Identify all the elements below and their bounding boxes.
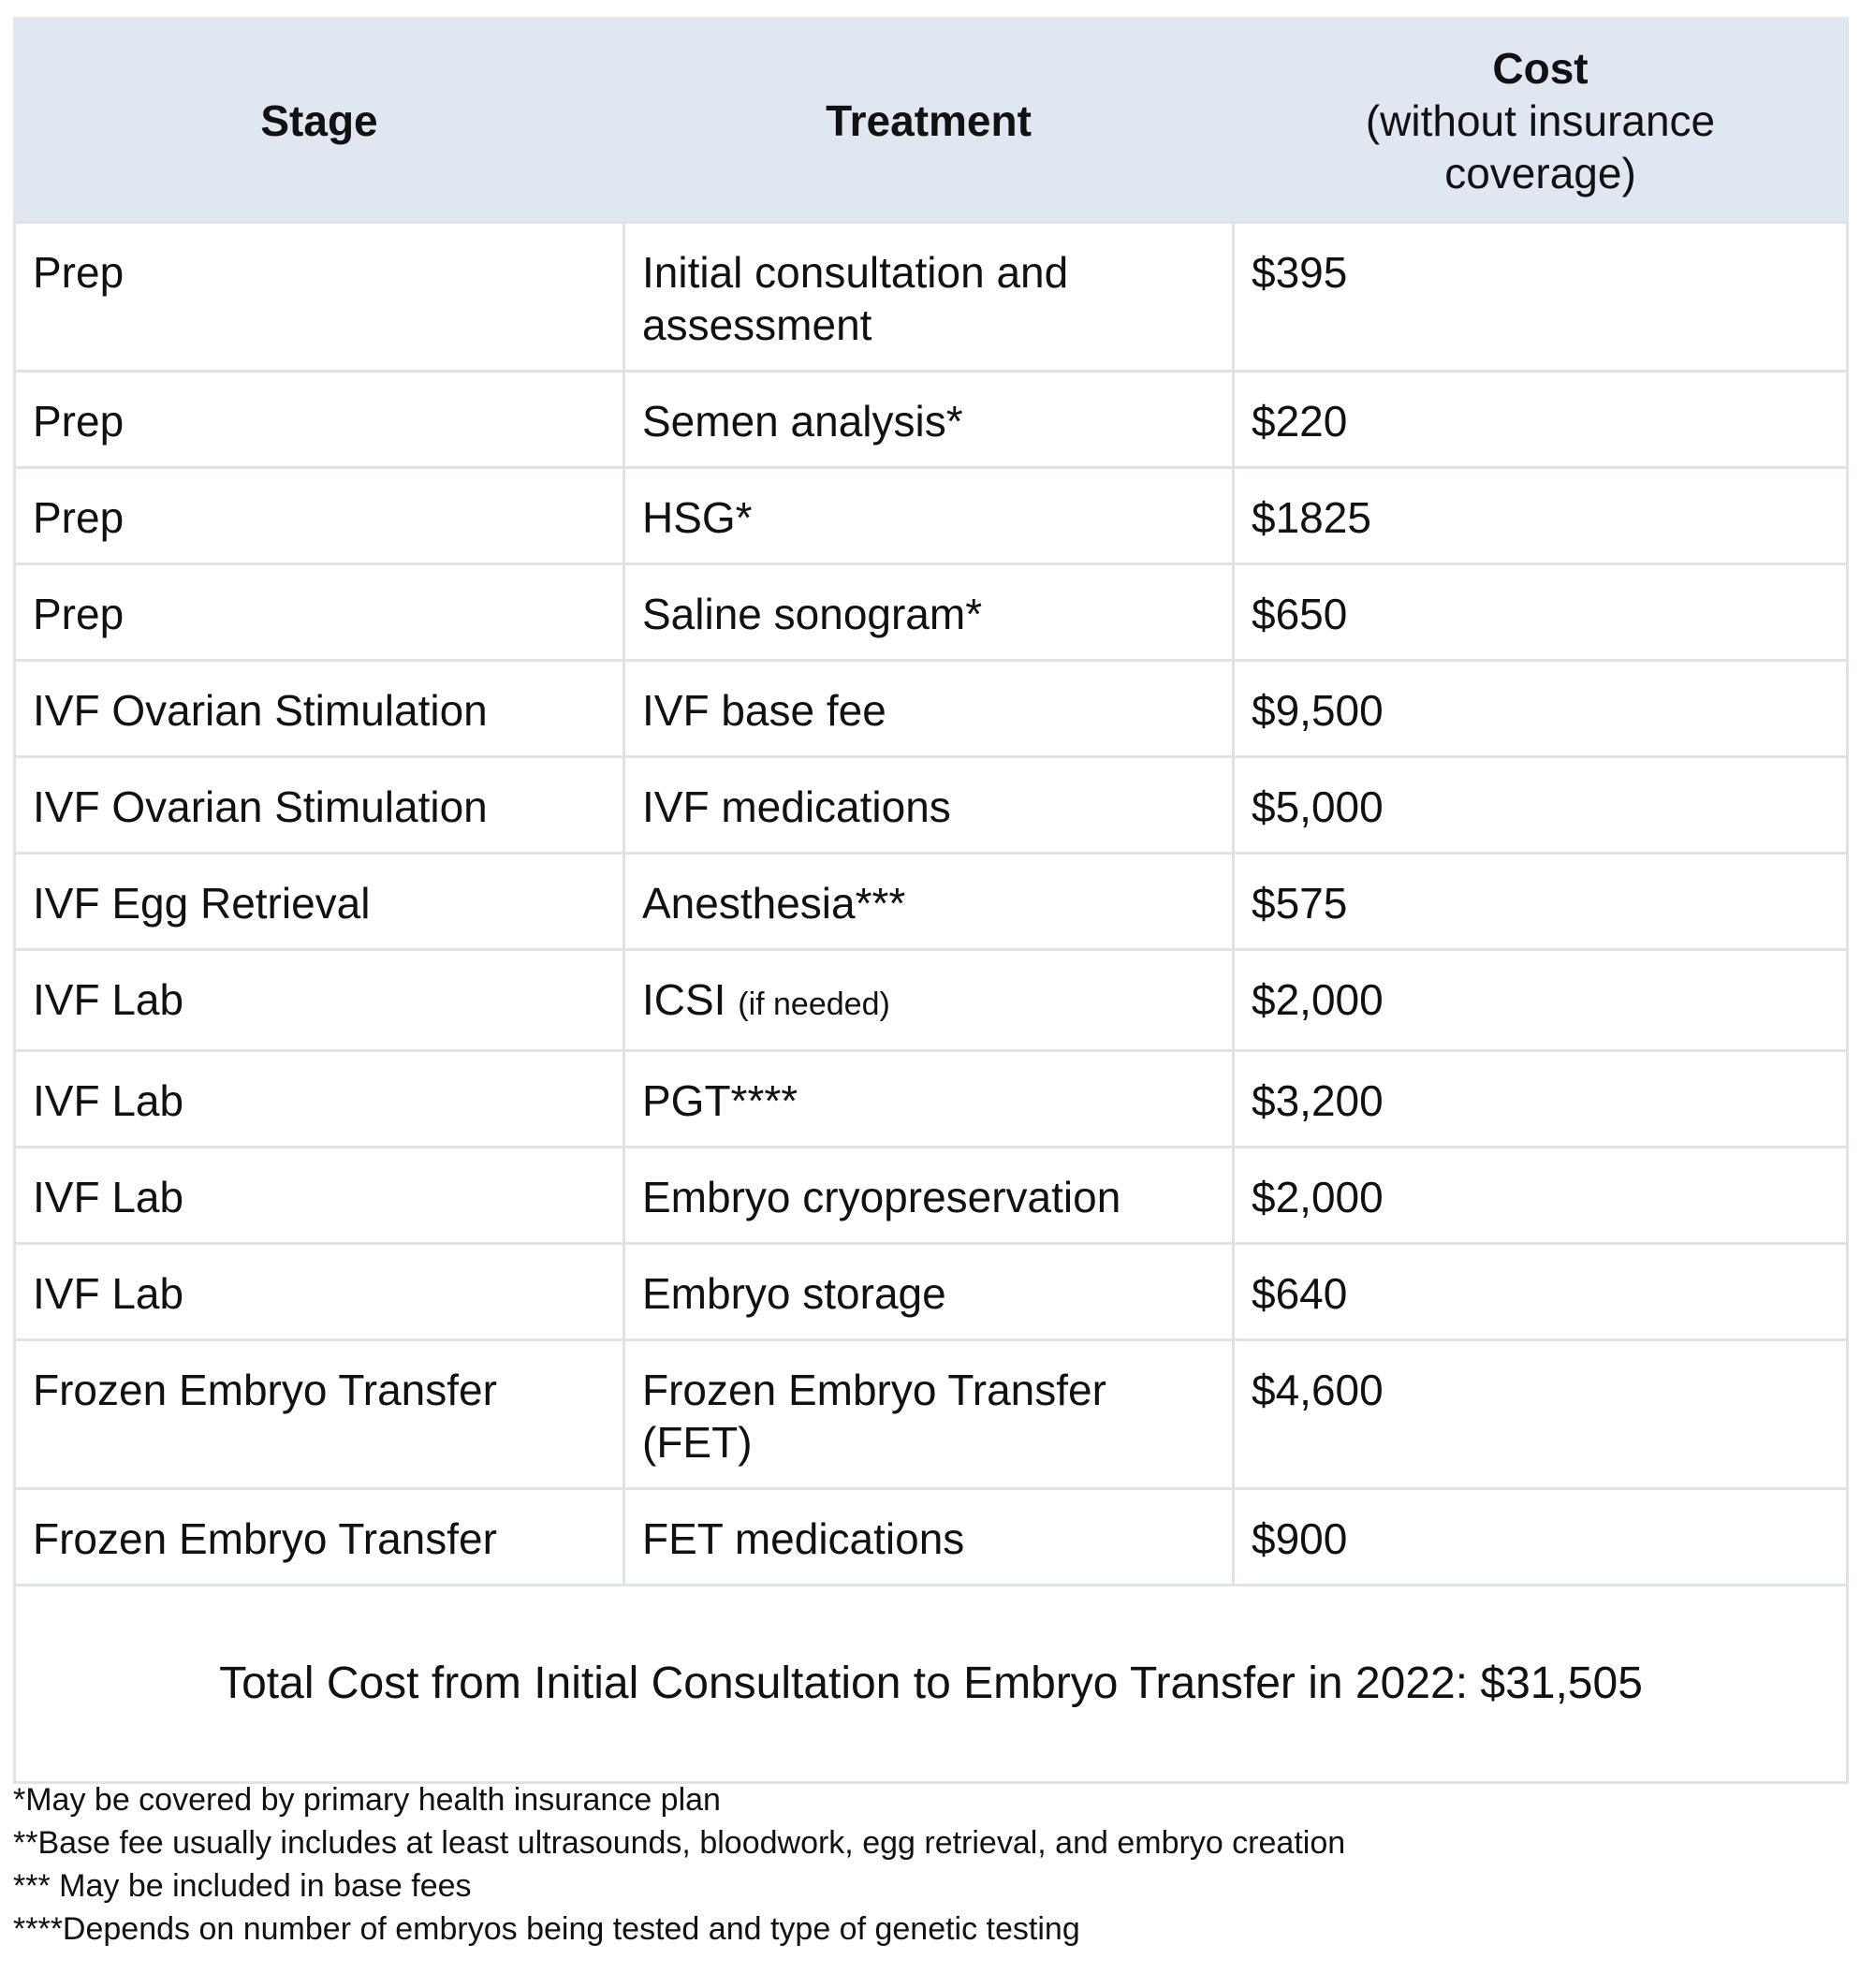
table-row (15, 1340, 1848, 1489)
treatment-cell: Initial consultation and assessment (624, 223, 1234, 372)
header-cost-title: Cost (1492, 43, 1589, 93)
cost-table-container (13, 17, 1846, 1784)
cost-cell: $650 (1234, 564, 1848, 661)
stage-cell: IVF Egg Retrieval (15, 854, 624, 950)
cost-cell: $900 (1234, 1489, 1848, 1586)
stage-cell: Prep (15, 372, 624, 468)
stage-cell: IVF Lab (15, 950, 624, 1051)
table-row (15, 468, 1848, 564)
treatment-cell: Frozen Embryo Transfer (FET) (624, 1340, 1234, 1489)
table-row (15, 1489, 1848, 1586)
stage-cell: IVF Ovarian Stimulation (15, 757, 624, 854)
stage-cell: Frozen Embryo Transfer (15, 1340, 624, 1489)
total-row (15, 1586, 1848, 1783)
table-row (15, 854, 1848, 950)
cost-cell: $3,200 (1234, 1051, 1848, 1147)
stage-cell: Prep (15, 223, 624, 372)
stage-cell: IVF Ovarian Stimulation (15, 661, 624, 757)
cost-cell: $220 (1234, 372, 1848, 468)
cost-cell: $1825 (1234, 468, 1848, 564)
header-row (15, 19, 1848, 223)
total-cost-cell: Total Cost from Initial Consultation to Embryo Transfer in 2022: $31,505 (15, 1586, 1848, 1783)
cost-cell: $9,500 (1234, 661, 1848, 757)
footnote-4: ****Depends on number of embryos being tested and type of genetic testing (13, 1911, 1080, 1947)
ivf-cost-table (13, 17, 1849, 1784)
stage-cell: Prep (15, 564, 624, 661)
treatment-cell: Anesthesia*** (624, 854, 1234, 950)
cost-cell: $4,600 (1234, 1340, 1848, 1489)
table-header (15, 19, 1848, 223)
footnotes (13, 1778, 1792, 1951)
cost-cell: $395 (1234, 223, 1848, 372)
treatment-cell: HSG* (624, 468, 1234, 564)
stage-cell: IVF Lab (15, 1051, 624, 1147)
cost-cell: $5,000 (1234, 757, 1848, 854)
table-row (15, 661, 1848, 757)
treatment-cell: IVF base fee (624, 661, 1234, 757)
table-row (15, 223, 1848, 372)
table-row (15, 1147, 1848, 1244)
stage-cell: Frozen Embryo Transfer (15, 1489, 624, 1586)
stage-cell: Prep (15, 468, 624, 564)
table-row (15, 1051, 1848, 1147)
header-cost-sub-line2: coverage) (1444, 148, 1636, 197)
table-body (15, 223, 1848, 1783)
treatment-cell: IVF medications (624, 757, 1234, 854)
footnote-1: *May be covered by primary health insurance plan (13, 1782, 721, 1818)
treatment-cell: Embryo cryopreservation (624, 1147, 1234, 1244)
cost-cell: $2,000 (1234, 1147, 1848, 1244)
treatment-text: ICSI (642, 975, 726, 1024)
treatment-cell: Embryo storage (624, 1244, 1234, 1340)
cost-cell: $2,000 (1234, 950, 1848, 1051)
table-row (15, 950, 1848, 1051)
treatment-cell: PGT**** (624, 1051, 1234, 1147)
stage-cell: IVF Lab (15, 1147, 624, 1244)
treatment-cell: FET medications (624, 1489, 1234, 1586)
treatment-cell: Saline sonogram* (624, 564, 1234, 661)
treatment-cell (624, 950, 1234, 1051)
footnote-2: **Base fee usually includes at least ultrasounds, bloodwork, egg retrieval, and embryo creation (13, 1825, 1346, 1861)
header-cost (1234, 19, 1848, 223)
treatment-cell: Semen analysis* (624, 372, 1234, 468)
cost-cell: $640 (1234, 1244, 1848, 1340)
header-cost-sub-line1: (without insurance (1365, 95, 1716, 145)
table-row (15, 1244, 1848, 1340)
header-treatment: Treatment (624, 19, 1234, 223)
table-row (15, 372, 1848, 468)
stage-cell: IVF Lab (15, 1244, 624, 1340)
cost-cell: $575 (1234, 854, 1848, 950)
header-stage: Stage (15, 19, 624, 223)
treatment-note: (if needed) (738, 987, 890, 1022)
table-row (15, 564, 1848, 661)
footnote-3: *** May be included in base fees (13, 1868, 472, 1904)
table-row (15, 757, 1848, 854)
